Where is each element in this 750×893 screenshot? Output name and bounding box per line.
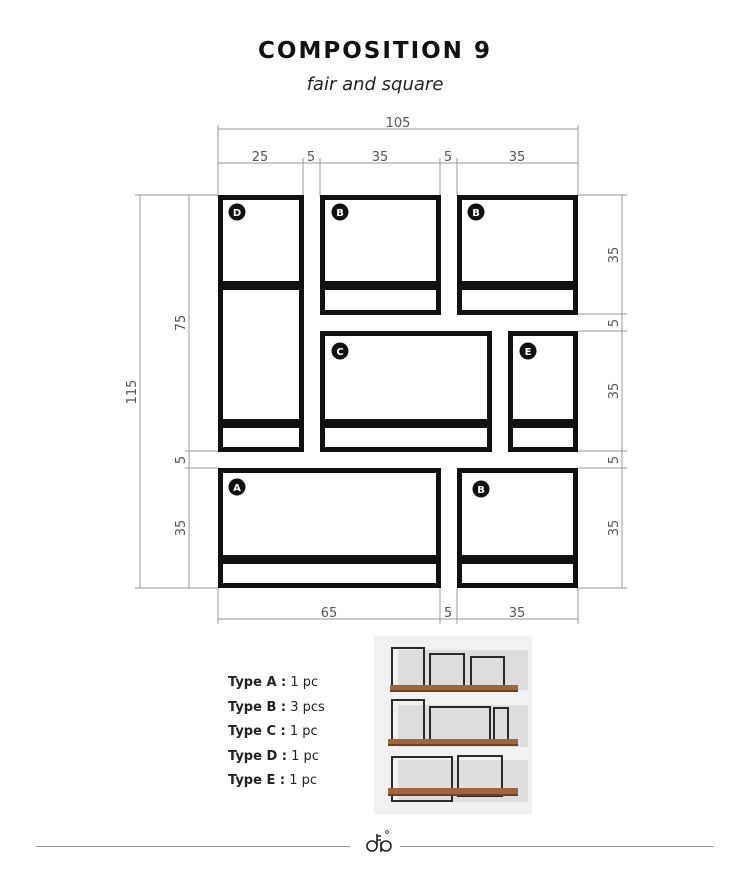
page-subtitle: fair and square [306,74,444,95]
dim-top-col-b2: 35 [508,150,526,165]
dim-right-row1: 35 [607,246,622,264]
brand-logo [367,831,391,852]
dim-bottom-gap: 5 [443,606,453,621]
module-d [220,198,302,450]
svg-text:A: A [233,483,241,494]
dim-left-lower: 35 [174,519,189,537]
badge-a [229,479,246,496]
dim-top-gap-2: 5 [443,150,453,165]
page-title: COMPOSITION 9 [258,38,492,64]
dim-bottom-b: 35 [508,606,526,621]
dim-top-total: 105 [385,116,411,131]
badge-d [229,204,246,221]
dim-right-gap2: 5 [607,455,622,465]
footer-divider-left [36,846,350,847]
parts-row-b: Type B : 3 pcs [228,699,325,715]
parts-row-d: Type D : 1 pc [228,748,319,764]
dim-top-col-d: 25 [251,150,269,165]
dim-right-row2: 35 [607,382,622,400]
badge-b-3 [473,481,490,498]
badge-c [332,343,349,360]
product-photo [374,636,532,814]
badge-e [520,343,537,360]
badge-b-1 [332,204,349,221]
dim-left-upper: 75 [174,314,189,332]
parts-row-e: Type E : 1 pc [228,773,318,788]
dim-bottom-a: 65 [320,606,338,621]
svg-text:C: C [336,347,344,358]
dim-left-gap: 5 [174,455,189,465]
parts-row-c: Type C : 1 pc [228,724,318,739]
dim-right-gap1: 5 [607,318,622,328]
svg-text:D: D [232,208,242,219]
dim-left-total: 115 [125,379,140,405]
svg-text:E: E [524,347,532,358]
svg-text:B: B [336,208,344,219]
parts-row-a: Type A : 1 pc [228,675,319,690]
dim-top-col-b1: 35 [371,150,389,165]
svg-text:B: B [472,208,480,219]
footer-divider-right [400,846,714,847]
dim-top-gap-1: 5 [306,150,316,165]
module-a [220,471,439,586]
parts-list [228,673,325,796]
dim-right-row3: 35 [607,519,622,537]
badge-b-2 [468,204,485,221]
svg-text:B: B [477,485,485,496]
